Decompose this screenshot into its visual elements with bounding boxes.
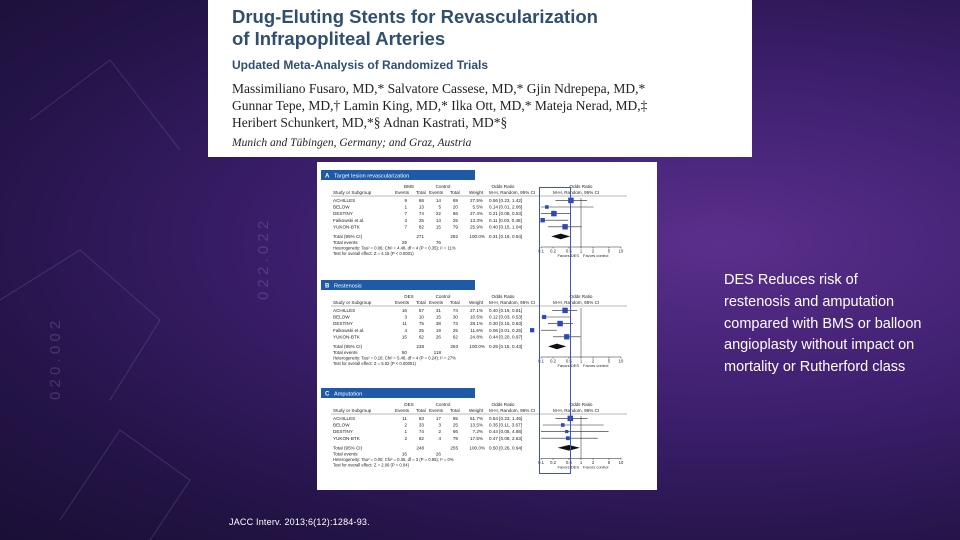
- ci-cell: 0.14 [0.01, 2.06]: [489, 204, 523, 210]
- favors-des-label: Favors DES: [557, 464, 579, 470]
- ci-cell: 0.44 [0.05, 4.88]: [489, 429, 523, 435]
- heterogeneity-text: Heterogeneity: Tau² = 0.00; Chi² = 0.35, df = 3 (P = 0.95); I² = 0%: [333, 456, 454, 462]
- group1-header: BMS: [404, 184, 414, 189]
- total-cell: 75: [418, 321, 424, 327]
- axis-tick-label: 10: [618, 248, 624, 254]
- article-title-line-2: of Infrapopliteal Arteries: [232, 28, 446, 49]
- total2-cell: 25: [452, 327, 458, 333]
- authors-line-2: Gunnar Tepe, MD,† Lamin King, MD,* Ilka Ott, MD,* Mateja Nerad, MD,‡: [232, 98, 648, 113]
- odds-ratio-plot-header: Odds Ratio: [569, 184, 593, 189]
- weight-cell: 5.5%: [472, 204, 483, 210]
- events-total-2: 118: [433, 350, 441, 355]
- forest-plot-svg: [317, 162, 657, 490]
- total-cell: 25: [418, 217, 424, 223]
- or-text-header: M-H, Random, 95% CI: [489, 300, 536, 305]
- odds-ratio-plot-header: Odds Ratio: [569, 402, 593, 407]
- axis-tick-label: 2: [591, 459, 595, 465]
- study-name: ACHILLES: [333, 416, 356, 421]
- axis-tick-label: 0.5: [566, 248, 572, 254]
- study-name: BELOW: [333, 204, 350, 210]
- study-column-header: Study or Subgroup: [333, 300, 372, 305]
- study-name: ACHILLES: [333, 198, 356, 203]
- ci-cell: 0.30 [0.15, 0.63]: [489, 321, 523, 327]
- weight-cell: 7.2%: [472, 429, 483, 435]
- study-name: YUKON-BTK: [333, 224, 360, 230]
- study-name: Falkowski et al.: [333, 217, 365, 223]
- total2-cell: 25: [452, 422, 458, 428]
- events2-cell: 26: [435, 334, 441, 340]
- study-name: YUKON-BTK: [333, 334, 360, 340]
- events2-cell: 15: [435, 224, 441, 230]
- group1-header: DES: [404, 402, 414, 407]
- events2-cell: 3: [438, 422, 441, 428]
- events-label: Total events: [333, 350, 358, 355]
- events-total-1: 16: [401, 451, 407, 457]
- ci-cell: 0.40 [0.19, 0.81]: [489, 308, 523, 313]
- total2-cell: 66: [452, 429, 458, 435]
- events2-cell: 4: [438, 435, 441, 441]
- axis-tick-label: 0.2: [550, 459, 556, 465]
- weight-cell: 27.5%: [469, 198, 483, 203]
- events-cell: 2: [404, 435, 407, 441]
- ci-cell: 0.40 [0.15, 1.04]: [489, 224, 523, 230]
- citation: JACC Interv. 2013;6(12):1284-93.: [229, 517, 370, 527]
- weight-cell: 11.6%: [470, 327, 483, 333]
- total-label: Total (95% CI): [333, 344, 363, 349]
- total-t2: 255: [450, 445, 458, 451]
- weight-header: Weight: [469, 408, 484, 413]
- total-cell: 83: [418, 416, 424, 421]
- favors-control-label: Favors control: [583, 464, 609, 470]
- study-column-header: Study or Subgroup: [333, 190, 372, 195]
- axis-tick-label: 5: [607, 358, 611, 364]
- favors-des-label: Favors DES: [557, 363, 579, 368]
- total-cell: 82: [418, 224, 424, 230]
- total2-cell: 25: [452, 217, 458, 223]
- ci-cell: 0.47 [0.08, 2.63]: [489, 435, 523, 441]
- ci-cell: 0.06 [0.01, 0.25]: [489, 327, 523, 333]
- weight-header: Weight: [469, 190, 484, 195]
- total-weight: 100.0%: [469, 344, 485, 349]
- events-cell: 16: [401, 308, 407, 313]
- article-title: [232, 6, 752, 50]
- events2-cell: 19: [435, 327, 441, 333]
- group1-header: DES: [404, 294, 414, 299]
- total-cell: 33: [418, 422, 424, 428]
- axis-tick-label: 0.1: [538, 248, 544, 254]
- weight-cell: 24.8%: [469, 334, 483, 340]
- ci-cell: 0.54 [0.23, 1.46]: [489, 416, 523, 421]
- axis-tick-label: 0.1: [538, 358, 544, 364]
- heterogeneity-text: Heterogeneity: Tau² = 0.06; Chi² = 4.48, df = 4 (P = 0.35); I² = 11%: [333, 245, 456, 251]
- svg-text:0 2 2 . 0 2 2: 0 2 2 . 0 2 2: [255, 220, 272, 300]
- overall-effect-text: Test for overall effect: Z = 5.02 (P < 0.00001): [333, 361, 416, 366]
- panel-letter: C: [325, 391, 330, 398]
- study-marker: [530, 328, 534, 332]
- total-cell: 13: [418, 204, 424, 210]
- favors-control-label: Favors control: [583, 253, 609, 258]
- weight-cell: 10.5%: [469, 314, 483, 320]
- events2-cell: 14: [435, 217, 441, 223]
- or-text-header: M-H, Random, 95% CI: [489, 408, 536, 413]
- total2-cell: 20: [452, 204, 458, 210]
- events2-header: Events: [429, 190, 444, 195]
- events-total-2: 76: [435, 240, 441, 245]
- axis-tick-label: 5: [607, 459, 611, 465]
- authors-line-3: Heribert Schunkert, MD,*§ Adnan Kastrati, MD*§: [232, 115, 508, 130]
- total-label: Total (95% CI): [333, 234, 363, 239]
- ci-cell: 0.35 [0.11, 3.67]: [489, 422, 522, 428]
- odds-ratio-plot-header: Odds Ratio: [569, 294, 593, 299]
- total2-cell: 69: [452, 198, 458, 203]
- total-header: Total: [416, 408, 426, 413]
- or-plot-header: M-H, Random, 95% CI: [553, 190, 600, 195]
- total-cell: 74: [418, 429, 424, 435]
- events-cell: 1: [404, 204, 407, 210]
- total2-cell: 30: [452, 314, 458, 320]
- total-cell: 82: [418, 435, 424, 441]
- axis-tick-label: 0.1: [538, 459, 544, 465]
- events-cell: 1: [404, 429, 407, 435]
- events-total-1: 50: [401, 350, 407, 355]
- axis-tick-label: 2: [591, 358, 595, 364]
- total2-header: Total: [450, 190, 460, 195]
- events-header: Events: [395, 408, 410, 413]
- weight-cell: 28.1%: [469, 321, 483, 327]
- overall-effect-text: Test for overall effect: Z = 4.15 (P < 0.0001): [333, 251, 414, 256]
- events-cell: 2: [404, 422, 407, 428]
- highlight-box: [539, 187, 571, 474]
- total-cell: 74: [418, 211, 424, 217]
- events2-cell: 14: [435, 198, 441, 203]
- axis-tick-label: 1: [579, 248, 583, 254]
- axis-tick-label: 1: [579, 459, 583, 465]
- events-cell: 3: [404, 314, 407, 320]
- total-ci: 0.31 [0.18, 0.54]: [489, 234, 523, 239]
- events2-cell: 5: [438, 204, 441, 210]
- heterogeneity-text: Heterogeneity: Tau² = 0.10; Chi² = 5.48, df = 4 (P = 0.24); I² = 27%: [333, 355, 456, 361]
- axis-tick-label: 10: [618, 358, 624, 364]
- panel-title: Restenosis: [334, 283, 362, 290]
- total-t2: 263: [450, 344, 458, 349]
- weight-cell: 27.4%: [469, 211, 483, 217]
- or-text-header: M-H, Random, 95% CI: [489, 190, 536, 195]
- events-cell: 11: [402, 321, 407, 327]
- total-cell: 10: [418, 314, 424, 320]
- total-header: Total: [416, 190, 426, 195]
- total-t1: 238: [416, 344, 424, 349]
- or-plot-header: M-H, Random, 95% CI: [553, 300, 600, 305]
- axis-tick-label: 0.5: [566, 358, 572, 364]
- total2-cell: 66: [452, 211, 458, 217]
- events-label: Total events: [333, 240, 358, 245]
- total-weight: 100.0%: [469, 234, 485, 239]
- total-cell: 57: [418, 308, 424, 313]
- total-t1: 271: [416, 234, 424, 239]
- total2-cell: 74: [452, 308, 458, 313]
- events-cell: 7: [404, 211, 407, 217]
- weight-cell: 25.9%: [469, 224, 483, 230]
- weight-cell: 27.1%: [469, 308, 483, 313]
- events-cell: 7: [404, 224, 407, 230]
- events2-cell: 38: [435, 321, 441, 327]
- group2-header: Control: [435, 184, 451, 189]
- axis-tick-label: 1: [579, 358, 583, 364]
- group2-header: Control: [435, 402, 451, 407]
- weight-cell: 13.5%: [469, 422, 483, 428]
- total2-cell: 79: [452, 224, 458, 230]
- total2-cell: 62: [452, 334, 458, 340]
- total-cell: 25: [418, 327, 424, 333]
- total2-header: Total: [450, 408, 460, 413]
- favors-des-label: Favors DES: [557, 253, 579, 258]
- study-name: DESTINY: [333, 321, 353, 327]
- total2-cell: 85: [452, 416, 458, 421]
- odds-ratio-header: Odds Ratio: [491, 294, 515, 299]
- total-weight: 100.0%: [469, 445, 485, 451]
- svg-text:0 2 0 . 0 0 2: 0 2 0 . 0 0 2: [47, 320, 64, 400]
- events2-header: Events: [429, 300, 444, 305]
- total-label: Total (95% CI): [333, 445, 363, 451]
- group2-header: Control: [435, 294, 451, 299]
- study-name: Falkowski et al.: [333, 327, 365, 333]
- total2-cell: 73: [452, 321, 458, 327]
- ci-cell: 0.56 [0.23, 1.42]: [489, 198, 523, 203]
- total-t2: 282: [450, 234, 458, 239]
- events-label: Total events: [333, 451, 358, 457]
- article-title-line-1: Drug-Eluting Stents for Revascularization: [232, 6, 598, 27]
- authors-line-1: Massimiliano Fusaro, MD,* Salvatore Cassese, MD,* Gjin Ndrepepa, MD,*: [232, 81, 646, 96]
- favors-control-label: Favors control: [583, 363, 609, 368]
- events-cell: 11: [402, 416, 407, 421]
- events2-cell: 31: [435, 308, 441, 313]
- study-name: DESTINY: [333, 211, 353, 217]
- events-total-1: 29: [401, 240, 407, 245]
- panel-title: Target lesion revascularization: [334, 173, 410, 180]
- axis-tick-label: 0.2: [550, 358, 556, 364]
- total-ci: 0.25 [0.15, 0.43]: [489, 344, 523, 349]
- axis-tick-label: 10: [618, 459, 624, 465]
- events2-header: Events: [429, 408, 444, 413]
- panel-title: Amputation: [334, 391, 363, 398]
- study-name: DESTINY: [333, 429, 353, 435]
- events-cell: 3: [404, 217, 407, 223]
- events2-cell: 17: [435, 416, 441, 421]
- weight-cell: 17.5%: [469, 435, 483, 441]
- total2-header: Total: [450, 300, 460, 305]
- or-plot-header: M-H, Random, 95% CI: [553, 408, 600, 413]
- study-name: YUKON-BTK: [333, 435, 360, 441]
- total2-cell: 79: [452, 435, 458, 441]
- article-authors: [232, 80, 752, 131]
- axis-tick-label: 0.2: [550, 248, 556, 254]
- ci-cell: 0.44 [0.20, 0.97]: [489, 334, 523, 340]
- events-header: Events: [395, 300, 410, 305]
- summary-text: DES Reduces risk of restenosis and amputation compared with BMS or balloon angioplasty without impact on mortality or Rutherford class: [724, 272, 922, 376]
- ci-cell: 0.12 [0.03, 0.53]: [489, 314, 523, 320]
- panel-letter: B: [325, 283, 330, 290]
- article-affiliation: Munich and Tübingen, Germany; and Graz, Austria: [232, 137, 472, 149]
- axis-tick-label: 5: [607, 248, 611, 254]
- ci-cell: 0.11 [0.03, 0.48]: [489, 217, 522, 223]
- odds-ratio-header: Odds Ratio: [491, 184, 515, 189]
- weight-cell: 61.7%: [469, 416, 483, 421]
- total-t1: 248: [416, 445, 424, 451]
- events-cell: 4: [404, 327, 407, 333]
- events2-cell: 22: [435, 211, 441, 217]
- events-total-2: 26: [435, 451, 441, 457]
- forest-plot-figure: [317, 162, 657, 490]
- weight-header: Weight: [469, 300, 484, 305]
- overall-effect-text: Test for overall effect: Z = 2.06 (P = 0.04): [333, 462, 409, 468]
- total-cell: 68: [418, 198, 424, 203]
- events-header: Events: [395, 190, 410, 195]
- events-cell: 15: [401, 334, 407, 340]
- axis-tick-label: 0.5: [566, 459, 572, 465]
- odds-ratio-header: Odds Ratio: [491, 402, 515, 407]
- article-subtitle: Updated Meta-Analysis of Randomized Trials: [232, 58, 489, 72]
- total-cell: 62: [418, 334, 424, 340]
- total-ci: 0.50 [0.26, 0.94]: [489, 445, 523, 451]
- events-cell: 9: [404, 198, 407, 203]
- study-name: BELOW: [333, 422, 350, 428]
- axis-tick-label: 2: [591, 248, 595, 254]
- article-header: [208, 0, 752, 157]
- study-column-header: Study or Subgroup: [333, 408, 372, 413]
- weight-cell: 13.3%: [469, 217, 483, 223]
- panel-letter: A: [325, 173, 330, 180]
- ci-cell: 0.21 [0.08, 0.53]: [489, 211, 523, 217]
- events2-cell: 2: [438, 429, 441, 435]
- events2-cell: 15: [435, 314, 441, 320]
- study-name: ACHILLES: [333, 308, 356, 313]
- total-header: Total: [416, 300, 426, 305]
- study-name: BELOW: [333, 314, 350, 320]
